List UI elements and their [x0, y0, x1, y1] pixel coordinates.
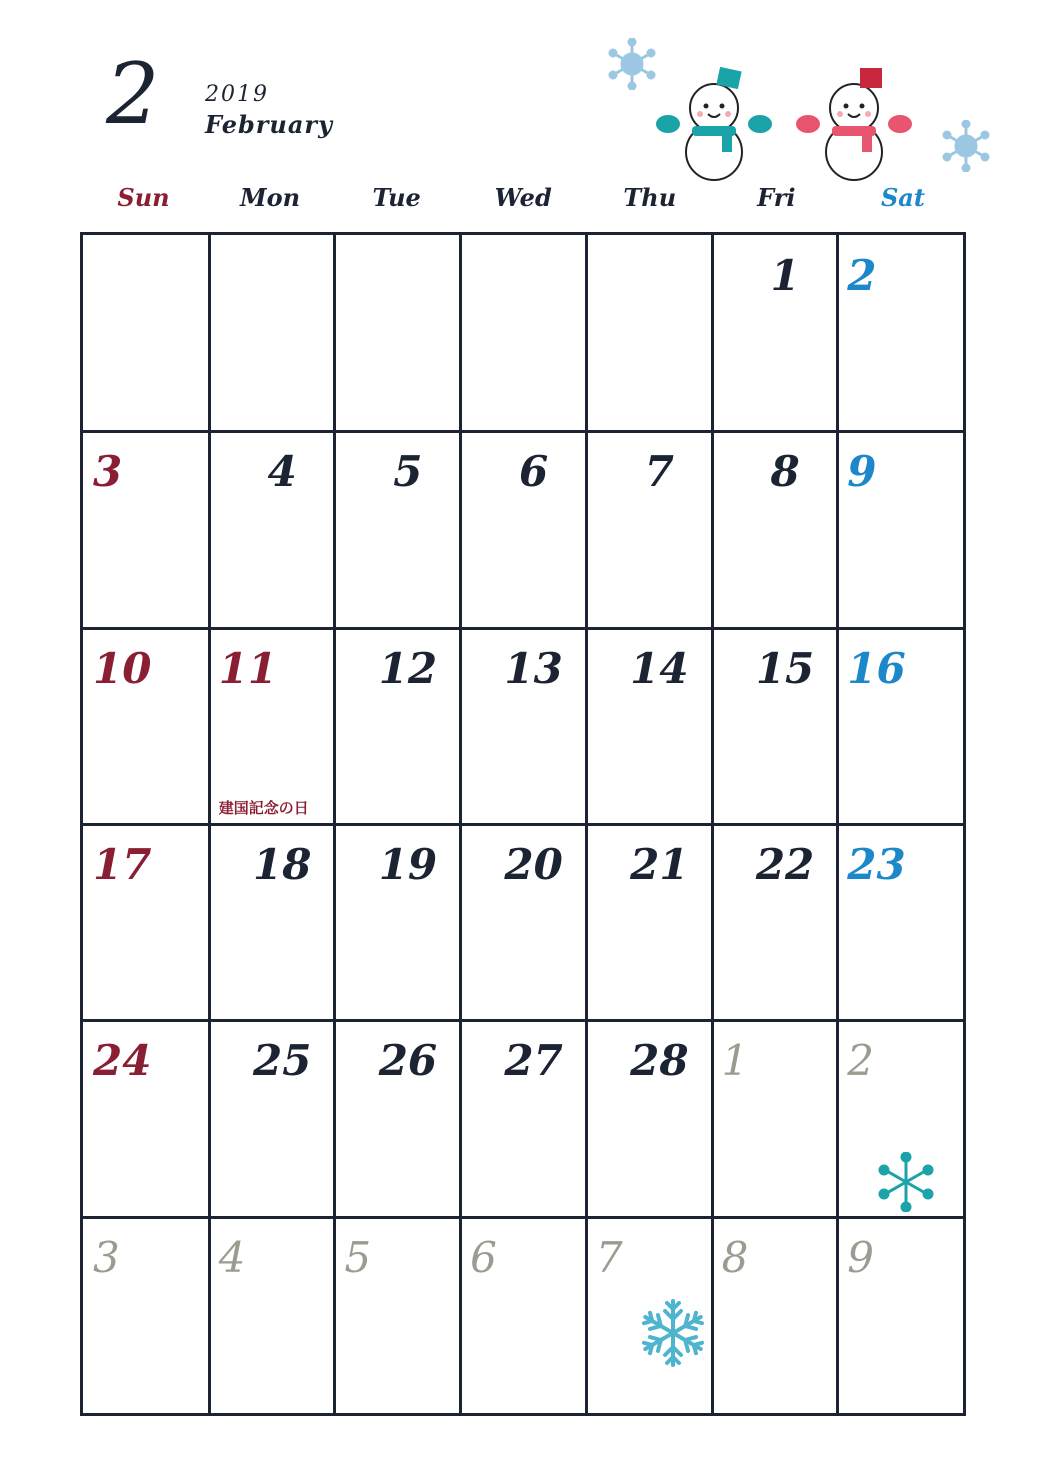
day-cell[interactable]	[837, 431, 963, 627]
weekday-header-sun: Sun	[117, 183, 170, 212]
day-cell[interactable]	[837, 235, 963, 431]
day-number: 7	[644, 447, 674, 497]
snowflake-icon	[876, 1152, 936, 1212]
month-number: 2	[106, 45, 160, 143]
month-name-label: February	[205, 110, 334, 139]
day-number: 27	[504, 1036, 563, 1086]
day-number: 25	[252, 1036, 312, 1086]
day-number: 8	[721, 1232, 749, 1282]
day-cell[interactable]	[837, 628, 963, 824]
day-cell[interactable]	[334, 1217, 460, 1413]
day-number: 6	[470, 1232, 497, 1282]
day-number: 22	[755, 840, 815, 889]
day-cell[interactable]	[83, 1020, 209, 1216]
day-cell[interactable]	[712, 431, 838, 627]
day-cell[interactable]	[83, 235, 209, 431]
day-number: 5	[344, 1232, 372, 1282]
day-number: 10	[93, 643, 152, 693]
weekday-header-mon: Mon	[240, 183, 301, 212]
day-number: 2	[847, 251, 877, 300]
day-number: 16	[847, 643, 906, 693]
snowflake-icon	[940, 120, 992, 172]
snowman-teal-icon	[654, 66, 774, 182]
day-number: 4	[218, 1232, 246, 1282]
day-cell[interactable]	[209, 431, 335, 627]
day-number: 8	[770, 447, 800, 497]
day-cell[interactable]	[83, 628, 209, 824]
day-number: 6	[519, 447, 549, 497]
day-number: 14	[630, 643, 689, 693]
calendar-grid	[80, 232, 966, 1416]
snowflake-icon	[606, 38, 658, 90]
day-cell[interactable]	[586, 628, 712, 824]
holiday-label: 建国記念の日	[218, 798, 309, 817]
day-cell[interactable]	[209, 235, 335, 431]
day-cell[interactable]	[334, 628, 460, 824]
day-number: 24	[93, 1036, 152, 1086]
day-number: 2	[847, 1036, 875, 1086]
day-cell[interactable]	[712, 235, 838, 431]
day-cell[interactable]	[334, 824, 460, 1020]
weekday-header-tue: Tue	[372, 183, 421, 212]
day-cell[interactable]	[83, 1217, 209, 1413]
day-number: 7	[595, 1232, 623, 1282]
day-cell[interactable]	[712, 628, 838, 824]
day-cell[interactable]	[837, 824, 963, 1020]
day-number: 9	[847, 447, 877, 497]
day-number: 21	[630, 840, 689, 889]
day-number: 3	[93, 1232, 120, 1282]
weekday-header-thu: Thu	[623, 183, 677, 212]
day-cell[interactable]	[209, 1217, 335, 1413]
day-number: 23	[847, 840, 906, 889]
day-cell[interactable]	[586, 431, 712, 627]
day-cell[interactable]	[712, 1217, 838, 1413]
day-number: 12	[378, 643, 438, 693]
snowman-pink-icon	[794, 66, 914, 182]
day-cell[interactable]	[460, 824, 586, 1020]
day-cell[interactable]	[586, 824, 712, 1020]
day-cell[interactable]	[586, 1020, 712, 1216]
day-cell[interactable]	[334, 235, 460, 431]
day-cell[interactable]	[209, 824, 335, 1020]
day-cell[interactable]	[209, 628, 335, 824]
day-cell[interactable]	[209, 1020, 335, 1216]
day-number: 19	[378, 840, 438, 889]
weekday-header-wed: Wed	[494, 183, 552, 212]
day-cell[interactable]	[460, 235, 586, 431]
day-cell[interactable]	[837, 1217, 963, 1413]
day-number: 17	[93, 840, 152, 889]
snowflake-icon	[636, 1296, 710, 1370]
day-cell[interactable]	[334, 1020, 460, 1216]
day-cell[interactable]	[83, 431, 209, 627]
day-cell[interactable]	[460, 431, 586, 627]
day-cell[interactable]	[586, 235, 712, 431]
day-number: 5	[393, 447, 423, 497]
day-cell[interactable]	[712, 824, 838, 1020]
day-number: 3	[93, 447, 123, 497]
day-number: 9	[847, 1232, 875, 1282]
day-number: 1	[721, 1036, 749, 1086]
day-cell[interactable]	[460, 1020, 586, 1216]
day-number: 28	[630, 1036, 689, 1086]
weekday-header-fri: Fri	[757, 183, 796, 212]
day-cell[interactable]	[334, 431, 460, 627]
day-number: 11	[218, 643, 278, 693]
day-number: 15	[755, 643, 815, 693]
day-cell[interactable]	[83, 824, 209, 1020]
year-label: 2019	[205, 82, 269, 107]
day-number: 20	[504, 840, 563, 889]
day-number: 1	[770, 251, 800, 300]
weekday-header-sat: Sat	[880, 183, 925, 212]
day-cell[interactable]	[712, 1020, 838, 1216]
day-number: 13	[504, 643, 563, 693]
day-cell[interactable]	[460, 628, 586, 824]
day-number: 26	[378, 1036, 438, 1086]
day-cell[interactable]	[460, 1217, 586, 1413]
day-number: 18	[252, 840, 312, 889]
day-number: 4	[267, 447, 297, 497]
